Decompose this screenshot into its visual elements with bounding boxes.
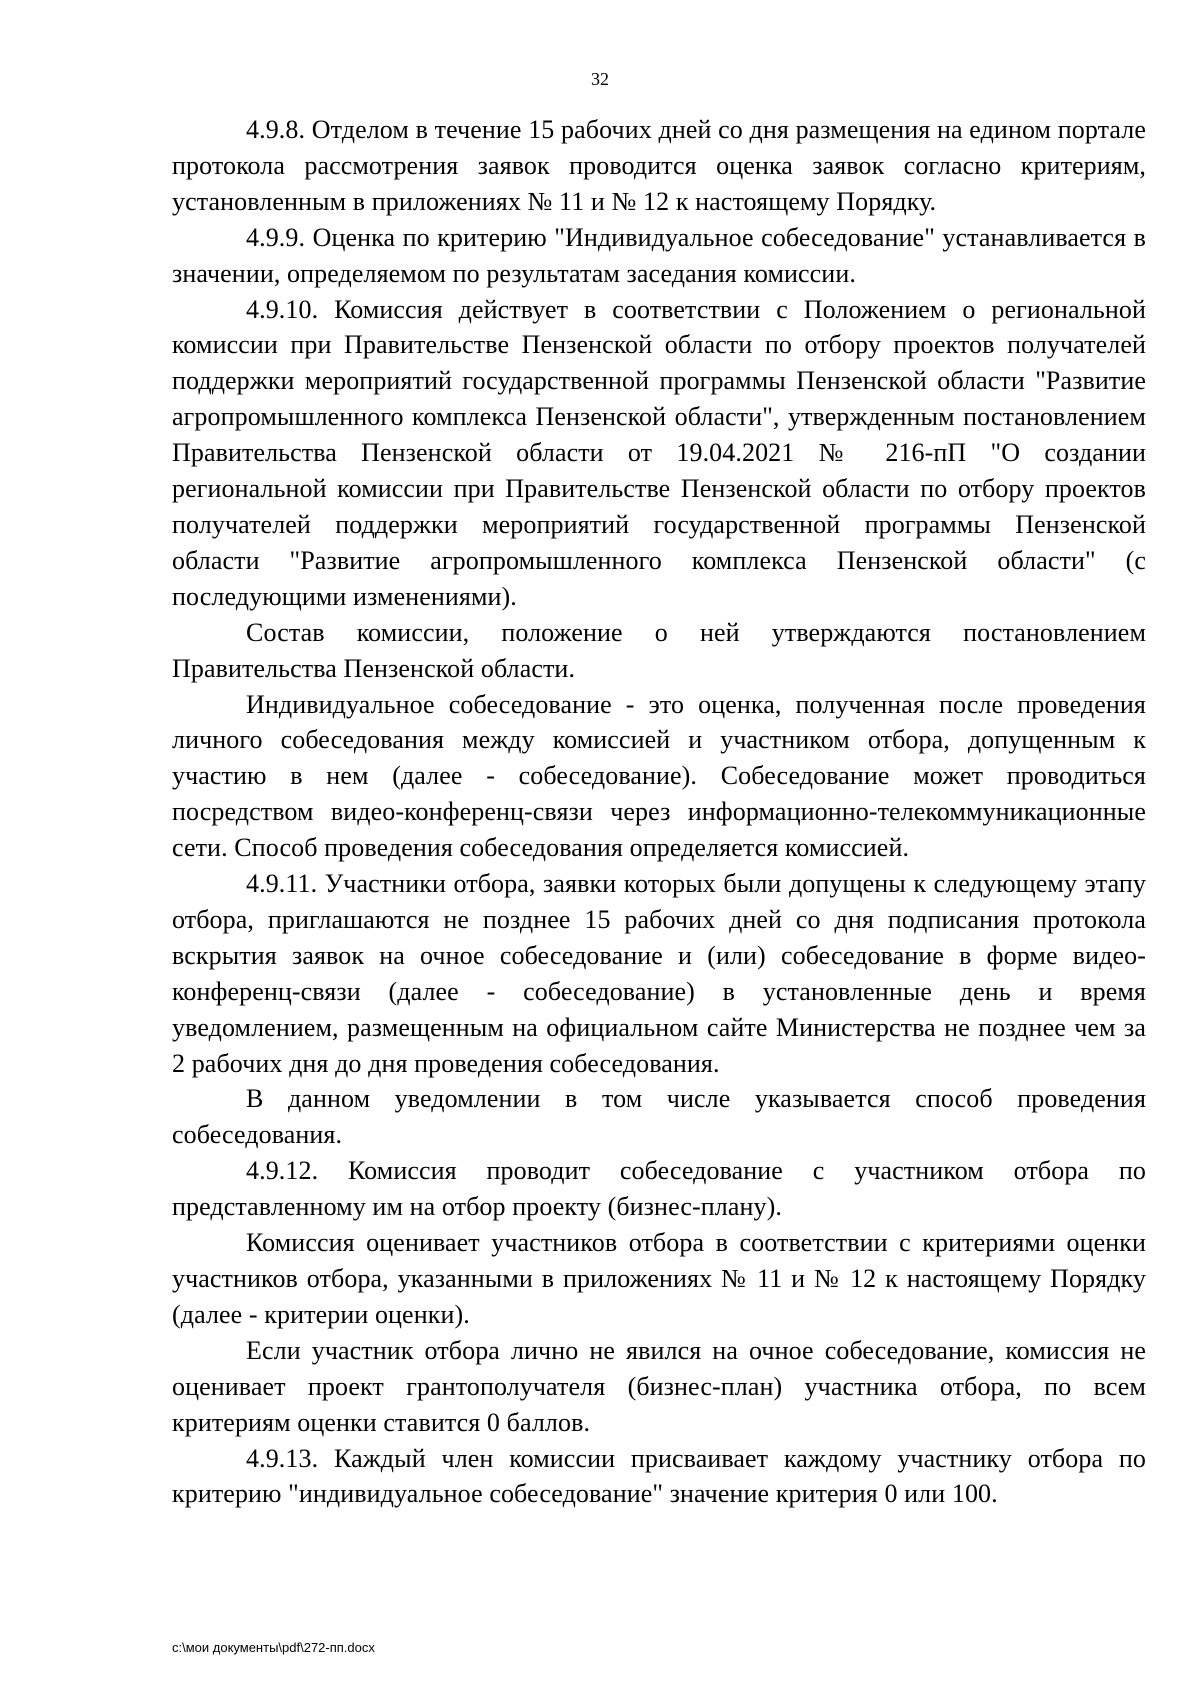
paragraph-4-9-10: 4.9.10. Комиссия действует в соответствии с Положением о региональной комиссии при Правительстве Пензенской области по отбору проектов получателей поддержки мероприятий государственной программы Пензенской области "Развитие агропромышленного комплекса Пензенской области", утвержденным постановлением Правительства Пензенской области от 19.04.2021 № 216-пП "О создании региональной комиссии при Правительстве Пензенской области по отбору проектов получателей поддержки мероприятий государственной программы Пензенской области "Развитие агропромышленного комплекса Пензенской области" (с последующими изменениями). xyxy=(172,294,1146,611)
paragraph-absence-rule: Если участник отбора лично не явился на очное собеседование, комиссия не оценивает проект грантополучателя (бизнес-план) участника отбора, по всем критериям оценки ставится 0 баллов. xyxy=(172,1335,1146,1437)
paragraph-individual-interview-definition: Индивидуальное собеседование - это оценка, полученная после проведения личного собеседования между комиссией и участником отбора, допущенным к участию в нем (далее - собеседование). Собеседование может проводиться посредством видео-конференц-связи через информационно-телекоммуникационные сети. Способ проведения собеседования определяется комиссией. xyxy=(172,689,1146,863)
paragraph-4-9-13: 4.9.13. Каждый член комиссии присваивает каждому участнику отбора по критерию "индивидуальное собеседование" значение критерия 0 или 100. xyxy=(172,1443,1146,1509)
paragraph-4-9-8: 4.9.8. Отделом в течение 15 рабочих дней со дня размещения на едином портале протокола рассмотрения заявок проводится оценка заявок согласно критериям, установленным в приложениях № 11 и № 12 к настоящему Порядку. xyxy=(172,115,1146,216)
footer-file-path: c:\мои документы\pdf\272-пп.docx xyxy=(172,1640,375,1655)
paragraph-commission-composition: Состав комиссии, положение о ней утверждаются постановлением Правительства Пензенской области. xyxy=(172,617,1146,683)
paragraph-notification-method: В данном уведомлении в том числе указывается способ проведения собеседования. xyxy=(172,1084,1146,1150)
paragraph-evaluation-criteria: Комиссия оценивает участников отбора в соответствии с критериями оценки участников отбора, указанными в приложениях № 11 и № 12 к настоящему Порядку (далее - критерии оценки). xyxy=(172,1228,1146,1329)
paragraph-4-9-9: 4.9.9. Оценка по критерию "Индивидуальное собеседование" устанавливается в значении, определяемом по результатам заседания комиссии. xyxy=(172,222,1146,288)
paragraph-4-9-12: 4.9.12. Комиссия проводит собеседование с участником отбора по представленному им на отбор проекту (бизнес-плану). xyxy=(172,1156,1146,1222)
document-body xyxy=(172,112,1146,1512)
page-number: 32 xyxy=(591,69,609,89)
paragraph-4-9-11: 4.9.11. Участники отбора, заявки которых были допущены к следующему этапу отбора, приглашаются не позднее 15 рабочих дней со дня подписания протокола вскрытия заявок на очное собеседование и (или) собеседование в форме видео-конференц-связи (далее - собеседование) в установленные день и время уведомлением, размещенным на официальном сайте Министерства не позднее чем за 2 рабочих дня до дня проведения собеседования. xyxy=(172,869,1146,1078)
